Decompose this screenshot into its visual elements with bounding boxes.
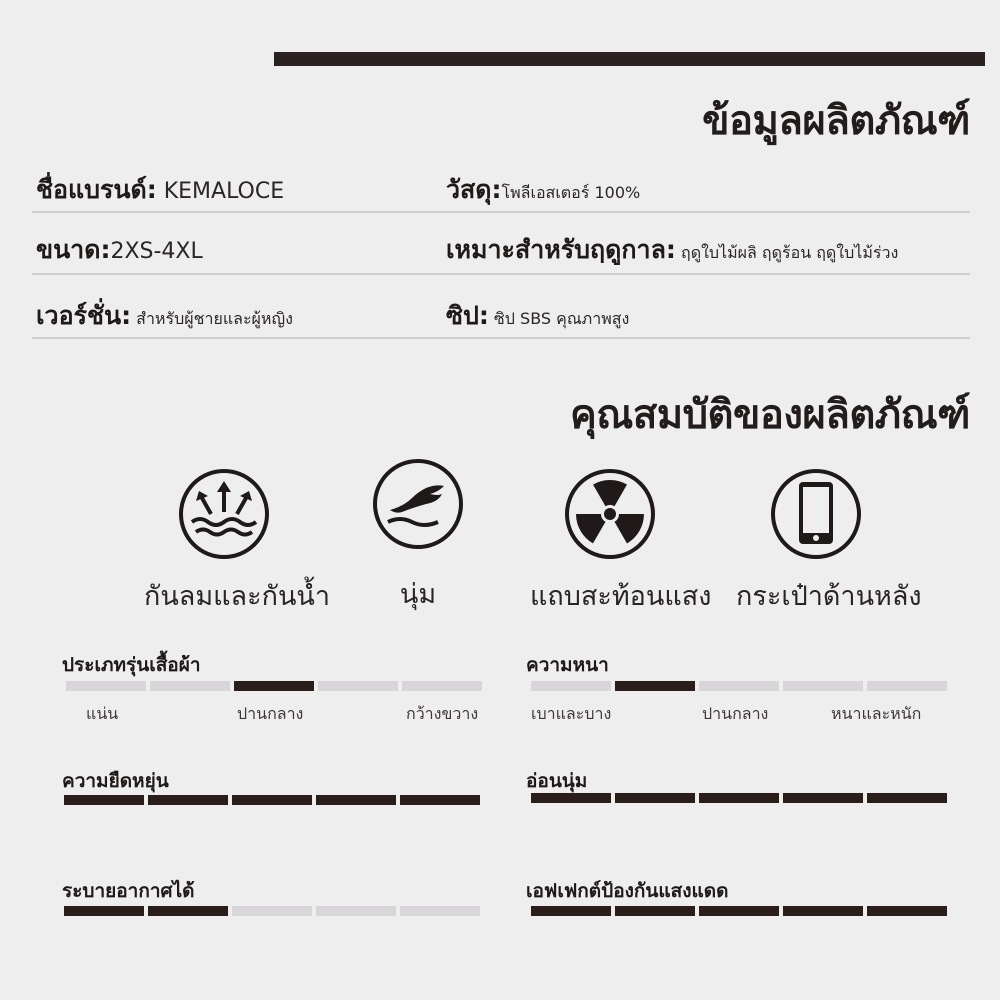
season-value: ฤดูใบไม้ผลิ ฤดูร้อน ฤดูใบไม้ร่วง: [675, 243, 899, 262]
feature-label: แถบสะท้อนแสง: [530, 581, 712, 612]
zipper-label: ซิป:: [446, 301, 489, 330]
size-spec: [36, 230, 203, 270]
stretch-scale: [64, 795, 480, 805]
feature-label: กระเป๋าด้านหลัง: [736, 581, 922, 612]
feature-label: กันลมและกันน้ำ: [144, 581, 331, 612]
feature-label: นุ่ม: [399, 579, 437, 610]
thickness-scale-low: เบาและบาง: [531, 704, 612, 723]
feature-soft: [338, 458, 498, 615]
stretch-title: ความยืดหยุ่น: [62, 770, 169, 792]
thickness-scale: [531, 681, 947, 691]
material-label: วัสดุ:: [446, 175, 502, 204]
version-label: เวอร์ชั่น:: [36, 301, 132, 330]
fit-scale-mid: ปานกลาง: [237, 704, 304, 723]
brand-label: ชื่อแบรนด์:: [36, 175, 157, 204]
fit-scale-low: แน่น: [86, 704, 119, 723]
brand-spec: [36, 170, 284, 210]
version-spec: [36, 296, 293, 336]
rating-segment: [316, 795, 396, 805]
season-spec: [446, 230, 898, 270]
rating-segment: [615, 681, 695, 691]
season-label: เหมาะสำหรับฤดูกาล:: [446, 235, 676, 264]
zipper-value: ซิป SBS คุณภาพสูง: [488, 309, 630, 328]
rating-segment: [400, 906, 480, 916]
fit-scale-high: กว้างขวาง: [406, 704, 479, 723]
rating-segment: [148, 795, 228, 805]
rating-segment: [867, 906, 947, 916]
size-label: ขนาด:: [36, 235, 111, 264]
rating-segment: [64, 906, 144, 916]
spec-divider: [32, 273, 970, 275]
breathability-title: ระบายอากาศได้: [62, 880, 195, 902]
rating-segment: [234, 681, 314, 691]
thickness-scale-high: หนาและหนัก: [831, 704, 922, 723]
rating-segment: [316, 906, 396, 916]
rating-segment: [867, 681, 947, 691]
thickness-scale-mid: ปานกลาง: [702, 704, 769, 723]
version-value: สำหรับผู้ชายและผู้หญิง: [131, 309, 293, 328]
rating-segment: [699, 793, 779, 803]
rating-segment: [402, 681, 482, 691]
material-spec: [446, 170, 640, 210]
rating-segment: [531, 681, 611, 691]
top-divider-bar: [274, 52, 985, 66]
feature-waterproof: [144, 468, 331, 617]
waterproof-icon: [178, 468, 270, 560]
rating-segment: [783, 793, 863, 803]
rating-segment: [699, 681, 779, 691]
rating-segment: [66, 681, 146, 691]
feature-reflective: [530, 468, 712, 617]
rating-segment: [615, 906, 695, 916]
uv-protection-scale: [531, 906, 947, 916]
rating-segment: [783, 681, 863, 691]
product-info-title: ข้อมูลผลิตภัณฑ์: [702, 98, 970, 144]
features-title: คุณสมบัติของผลิตภัณฑ์: [569, 392, 970, 438]
spec-divider: [32, 337, 970, 339]
thickness-title: ความหนา: [526, 654, 609, 676]
rating-segment: [615, 793, 695, 803]
rating-segment: [232, 906, 312, 916]
reflective-icon: [564, 468, 656, 560]
rating-segment: [150, 681, 230, 691]
rating-segment: [400, 795, 480, 805]
breathability-scale: [64, 906, 480, 916]
feature-back-pocket: [736, 468, 922, 617]
rating-segment: [64, 795, 144, 805]
soft-hand-icon: [372, 458, 464, 550]
fit-scale: [66, 681, 482, 691]
phone-pocket-icon: [770, 468, 862, 560]
rating-segment: [867, 793, 947, 803]
rating-segment: [531, 793, 611, 803]
material-value: โพลีเอสเตอร์ 100%: [501, 183, 641, 202]
rating-segment: [148, 906, 228, 916]
rating-segment: [783, 906, 863, 916]
rating-segment: [531, 906, 611, 916]
brand-value: KEMALOCE: [156, 179, 285, 204]
rating-segment: [232, 795, 312, 805]
size-value: 2XS-4XL: [110, 239, 203, 264]
softness-title: อ่อนนุ่ม: [526, 770, 588, 792]
rating-segment: [699, 906, 779, 916]
rating-segment: [318, 681, 398, 691]
spec-divider: [32, 211, 970, 213]
softness-scale: [531, 793, 947, 803]
fit-title: ประเภทรุ่นเสื้อผ้า: [62, 654, 201, 676]
uv-protection-title: เอฟเฟกต์ป้องกันแสงแดด: [526, 880, 729, 902]
zipper-spec: [446, 296, 629, 336]
